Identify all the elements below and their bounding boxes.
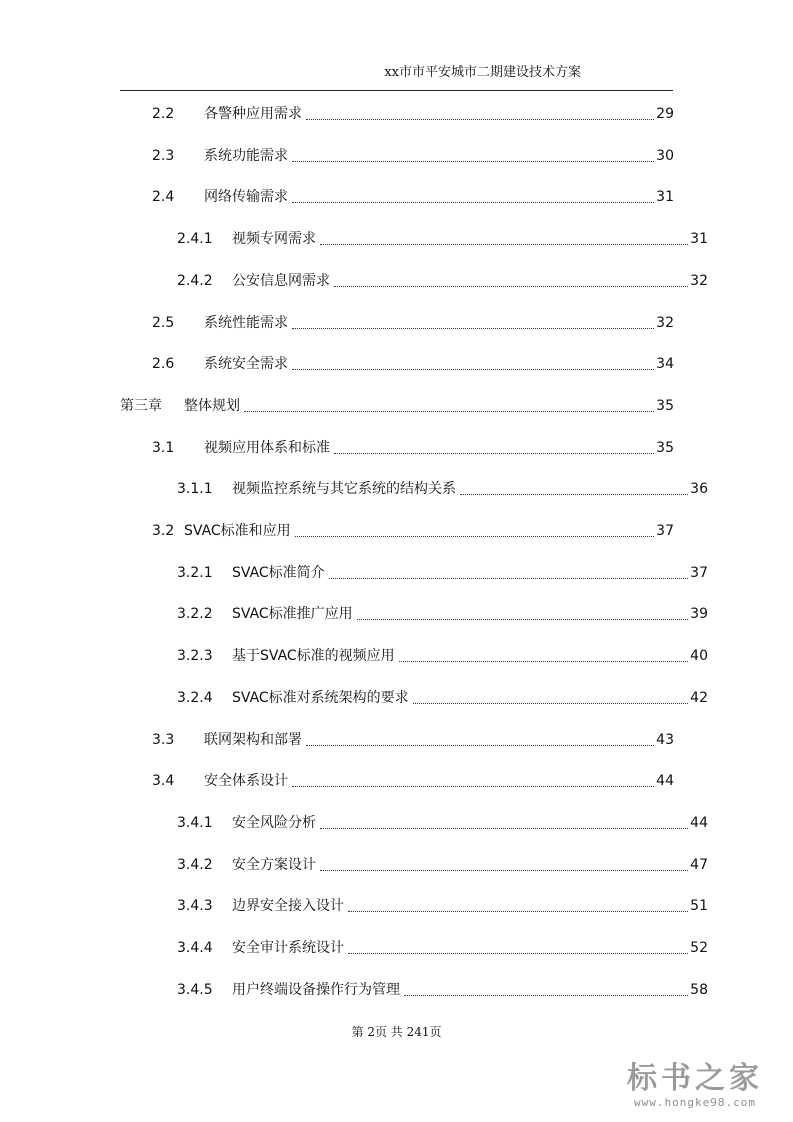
toc-entry-title: 网络传输需求 [204, 189, 288, 205]
toc-entry-title: 边界安全接入设计 [232, 898, 344, 914]
toc-entry-title: 系统功能需求 [204, 148, 288, 164]
toc-entry-number: 2.5 [152, 315, 175, 331]
toc-leader-dots [357, 618, 688, 620]
toc-leader-dots [404, 994, 688, 996]
toc-entry[interactable] [152, 104, 674, 124]
toc-entry[interactable] [177, 271, 708, 291]
toc-leader-dots [244, 410, 654, 412]
toc-entry[interactable] [177, 855, 708, 875]
toc-entry-number: 3.2.1 [177, 565, 213, 581]
toc-entry-page: 40 [690, 648, 708, 664]
toc-entry[interactable] [177, 479, 708, 499]
toc-entry-number: 2.4.1 [177, 231, 213, 247]
toc-leader-dots [348, 910, 688, 912]
toc-entry-page: 31 [656, 189, 674, 205]
toc-entry-number: 3.2.2 [177, 606, 213, 622]
toc-entry-title: 系统安全需求 [204, 356, 288, 372]
toc-leader-dots [306, 744, 654, 746]
toc-entry-page: 44 [690, 815, 708, 831]
toc-entry-page: 31 [690, 231, 708, 247]
toc-leader-dots [413, 702, 688, 704]
toc-leader-dots [295, 535, 654, 537]
toc-entry-title: 视频应用体系和标准 [204, 440, 330, 456]
toc-entry-number: 3.2.3 [177, 648, 213, 664]
toc-entry-title: SVAC标准推广应用 [232, 606, 353, 622]
toc-entry-page: 42 [690, 690, 708, 706]
toc-leader-dots [306, 118, 654, 120]
toc-entry-page: 44 [656, 773, 674, 789]
toc-entry[interactable] [152, 354, 674, 374]
toc-entry-page: 51 [690, 898, 708, 914]
toc-entry[interactable] [152, 438, 674, 458]
toc-entry[interactable] [152, 187, 674, 207]
toc-entry[interactable] [177, 646, 708, 666]
toc-entry-title: 整体规划 [184, 398, 240, 414]
toc-entry[interactable] [152, 146, 674, 166]
toc-entry[interactable] [177, 688, 708, 708]
toc-entry-title: 联网架构和部署 [204, 732, 302, 748]
toc-entry-number: 3.4.3 [177, 898, 213, 914]
toc-entry-page: 52 [690, 940, 708, 956]
toc-entry[interactable] [152, 771, 674, 791]
toc-entry[interactable] [177, 938, 708, 958]
toc-leader-dots [399, 660, 688, 662]
toc-entry-number: 第三章 [120, 398, 162, 414]
toc-entry-number: 3.4.4 [177, 940, 213, 956]
toc-leader-dots [320, 243, 688, 245]
toc-leader-dots [292, 785, 654, 787]
toc-entry-number: 2.4 [152, 189, 175, 205]
toc-entry-title: 各警种应用需求 [204, 106, 302, 122]
toc-entry-title: SVAC标准对系统架构的要求 [232, 690, 409, 706]
toc-entry[interactable] [177, 980, 708, 1000]
toc-leader-dots [292, 368, 654, 370]
toc-entry-page: 43 [656, 732, 674, 748]
toc-entry[interactable] [177, 896, 708, 916]
toc-entry-page: 37 [690, 565, 708, 581]
toc-entry-title: 系统性能需求 [204, 315, 288, 331]
toc-entry[interactable] [177, 813, 708, 833]
toc-entry-page: 35 [656, 398, 674, 414]
toc-entry-number: 2.3 [152, 148, 175, 164]
toc-entry-number: 3.1.1 [177, 481, 213, 497]
toc-entry-number: 3.4.1 [177, 815, 213, 831]
toc-entry-number: 3.4.5 [177, 982, 213, 998]
toc-entry-page: 36 [690, 481, 708, 497]
toc-entry-title: 安全风险分析 [232, 815, 316, 831]
toc-entry-title: 视频专网需求 [232, 231, 316, 247]
toc-entry-page: 34 [656, 356, 674, 372]
toc-entry-page: 32 [656, 315, 674, 331]
toc-entry-number: 3.2 [152, 523, 175, 539]
watermark-logo [615, 1062, 775, 1118]
toc-leader-dots [329, 577, 688, 579]
toc-entry-page: 35 [656, 440, 674, 456]
toc-entry-page: 30 [656, 148, 674, 164]
toc-entry[interactable] [120, 396, 674, 416]
toc-leader-dots [320, 827, 688, 829]
toc-entry-number: 2.6 [152, 356, 175, 372]
toc-entry[interactable] [177, 563, 708, 583]
toc-entry-title: 基于SVAC标准的视频应用 [232, 648, 395, 664]
toc-entry-page: 37 [656, 523, 674, 539]
toc-entry[interactable] [152, 313, 674, 333]
toc-entry-page: 47 [690, 857, 708, 873]
toc-leader-dots [334, 285, 688, 287]
toc-leader-dots [292, 327, 654, 329]
toc-entry-number: 3.3 [152, 732, 175, 748]
toc-entry-number: 2.2 [152, 106, 175, 122]
toc-leader-dots [292, 201, 654, 203]
toc-leader-dots [334, 452, 654, 454]
toc-entry-title: SVAC标准简介 [232, 565, 325, 581]
toc-entry-title: SVAC标准和应用 [184, 523, 291, 539]
toc-entry-number: 3.4 [152, 773, 175, 789]
toc-entry[interactable] [152, 730, 674, 750]
toc-entry-number: 2.4.2 [177, 273, 213, 289]
toc-leader-dots [460, 493, 688, 495]
toc-entry[interactable] [177, 229, 708, 249]
toc-entry-title: 公安信息网需求 [232, 273, 330, 289]
toc-entry-number: 3.2.4 [177, 690, 213, 706]
watermark-url: www.hongke98.com [634, 1096, 756, 1109]
toc-entry-title: 用户终端设备操作行为管理 [232, 982, 400, 998]
toc-entry-page: 29 [656, 106, 674, 122]
toc-entry-number: 3.1 [152, 440, 175, 456]
header-title: xx市市平安城市二期建设技术方案 [384, 65, 581, 80]
page-footer: 第 2页 共 241页 [351, 1025, 442, 1039]
toc-entry[interactable] [152, 521, 674, 541]
toc-leader-dots [320, 869, 688, 871]
toc-leader-dots [348, 952, 688, 954]
toc-entry-number: 3.4.2 [177, 857, 213, 873]
watermark-brand: 标书之家 [627, 1061, 763, 1096]
toc-entry-page: 39 [690, 606, 708, 622]
toc-entry-page: 32 [690, 273, 708, 289]
toc-entry-page: 58 [690, 982, 708, 998]
toc-leader-dots [292, 160, 654, 162]
toc-entry-title: 安全体系设计 [204, 773, 288, 789]
toc-entry-title: 视频监控系统与其它系统的结构关系 [232, 481, 456, 497]
toc-entry[interactable] [177, 604, 708, 624]
toc-entry-title: 安全方案设计 [232, 857, 316, 873]
toc-entry-title: 安全审计系统设计 [232, 940, 344, 956]
